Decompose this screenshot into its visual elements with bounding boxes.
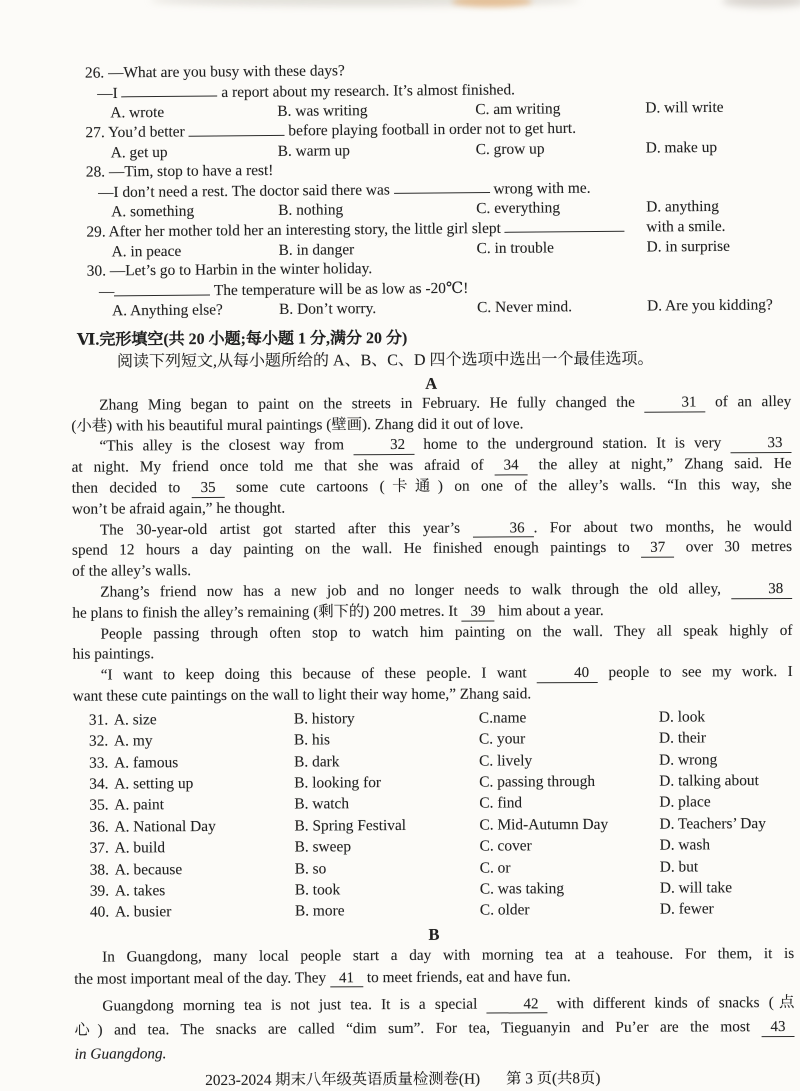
cloze-blank: 35: [192, 481, 225, 498]
cloze-33-a: A. famous: [114, 753, 179, 772]
cloze-blank: 42: [486, 997, 547, 1014]
question-29: [86, 216, 784, 262]
option-30-a: A. Anything else?: [112, 301, 223, 320]
cloze-35-a: A. paint: [114, 796, 164, 814]
cloze-34-a: A. setting up: [114, 775, 194, 793]
option-26-a: A. wrote: [110, 103, 165, 122]
cloze-32-d: D. their: [658, 729, 707, 747]
cloze-blank: 38: [731, 582, 792, 599]
cloze-34-b: B. looking for: [294, 774, 382, 792]
cloze-31-d: D. look: [658, 708, 706, 726]
cloze-33-d: D. wrong: [659, 750, 718, 769]
cloze-37-a: A. build: [114, 839, 166, 857]
question-26: [85, 57, 784, 123]
cloze-40-num: 40.: [89, 903, 110, 921]
passage-a-line: won’t be afraid again,” he thought.: [71, 499, 286, 518]
cloze-40-b: B. more: [294, 902, 345, 920]
question-26-line-1: 26. —What are you busy with these days?: [84, 62, 345, 82]
option-27-d: D. make up: [645, 138, 718, 157]
cloze-39-c: C. was taking: [479, 880, 565, 898]
passage-b-line: Guangdong morning tea is not just tea. It is a special 42 with different kinds of snacks (点: [102, 993, 795, 1015]
cloze-36-b: B. Spring Festival: [294, 816, 407, 835]
passage-a-line: then decided to 35 some cute cartoons (卡通) on one of the alley’s walls. “In this way, she: [71, 475, 792, 497]
cloze-40-d: D. fewer: [659, 900, 714, 918]
option-29-b: B. in danger: [278, 241, 355, 259]
question-28-line-1: 28. —Tim, stop to have a rest!: [85, 162, 274, 181]
passage-b-label: B: [428, 924, 440, 944]
cloze-section-header: [77, 326, 785, 373]
cloze-36-c: C. Mid-Autumn Day: [479, 815, 609, 834]
cloze-blank: 43: [761, 1020, 794, 1037]
passage-a-line: at night. My friend once told me that she was afraid of 34 the alley at night,” Zhang said. He: [71, 455, 792, 476]
option-26-b: B. was writing: [277, 101, 368, 120]
answer-blank: [121, 82, 217, 97]
passage-a-line: Zhang’s friend now has a new job and no longer needs to walk through the old alley, 38: [72, 579, 792, 604]
cloze-39-num: 39.: [89, 882, 110, 900]
option-27-c: C. grow up: [475, 140, 545, 158]
cloze-34-d: D. talking about: [659, 772, 759, 790]
cloze-36-d: D. Teachers’ Day: [659, 814, 766, 833]
cloze-blank: 31: [644, 395, 705, 412]
cloze-38-b: B. so: [294, 859, 327, 878]
option-29-d: D. in surprise: [646, 237, 731, 256]
cloze-39-d: D. will take: [659, 879, 733, 897]
passage-a-line: The 30-year-old artist got started after this year’s 36 . For about two months, he would: [99, 517, 792, 539]
answer-blank: [505, 217, 625, 233]
cloze-32-c: C. your: [478, 730, 526, 748]
cloze-33-c: C. lively: [479, 751, 533, 770]
cloze-32-b: B. his: [293, 731, 330, 749]
answer-blank: [114, 281, 210, 296]
option-29-c: C. in trouble: [476, 239, 555, 257]
question-28-line-2: —I don’t need a rest. The doctor said there was wrong with me.: [97, 179, 591, 201]
cloze-33-b: B. dark: [294, 752, 340, 771]
passage-a-line: he plans to finish the alley’s remaining (剩下的) 200 metres. It 39 him about a year.: [72, 601, 604, 622]
section-title: Ⅵ.完形填空(共 20 小题;每小题 1 分,满分 20 分): [76, 329, 408, 349]
cloze-37-c: C. cover: [479, 837, 532, 855]
passage-a-line: his paintings.: [72, 645, 155, 664]
question-26-line-2: —I a report about my research. It’s almost finished.: [97, 80, 516, 102]
option-30-c: C. Never mind.: [477, 298, 573, 317]
cloze-blank: 40: [537, 666, 598, 683]
passage-b: [74, 943, 795, 1068]
passage-b-line: in Guangdong.: [74, 1045, 167, 1064]
cloze-40-a: A. busier: [114, 903, 172, 921]
passage-a-line: (小巷) with his beautiful mural paintings (壁画). Zhang did it out of love.: [71, 414, 524, 435]
question-30-line-2: — The temperature will be as low as -20℃!: [98, 279, 469, 301]
answer-blank: [394, 179, 490, 194]
question-29-wrap-text: with a smile.: [646, 217, 726, 236]
passage-b-paragraph-1: [74, 943, 794, 991]
option-28-d: D. anything: [646, 197, 719, 216]
cloze-31-a: A. size: [113, 711, 157, 729]
cloze-39-b: B. took: [294, 881, 341, 899]
passage-a-line: “I want to keep doing this because of these people. I want 40 people to see my work. I: [100, 663, 793, 684]
cloze-35-b: B. watch: [294, 795, 350, 813]
cloze-38-num: 38.: [89, 861, 109, 879]
cloze-37-d: D. wash: [659, 836, 711, 854]
passage-a-line: of the alley’s walls.: [72, 562, 192, 580]
footer-exam-title: 2023-2024 期末八年级英语质量检测卷(H): [205, 1070, 481, 1089]
cloze-blank: 36: [473, 521, 534, 538]
cloze-blank: 34: [495, 459, 528, 476]
cloze-35-d: D. place: [659, 793, 711, 812]
cloze-38-a: A. because: [114, 860, 183, 879]
passage-b-line: 心) and tea. The snacks are called “dim sum”. For tea, Tieguanyin and Pu’er are the most 43: [74, 1015, 794, 1043]
passage-a-label: A: [425, 373, 438, 393]
cloze-38-c: C. or: [479, 858, 511, 877]
cloze-35-num: 35.: [89, 796, 109, 814]
footer-page-number: 第 3 页(共8页): [506, 1069, 601, 1088]
cloze-37-b: B. sweep: [294, 838, 352, 856]
question-30-line-1: 30. —Let’s go to Harbin in the winter holiday.: [86, 260, 373, 281]
passage-b-paragraph-2: [74, 991, 794, 1068]
passage-a-line: People passing through often stop to watch him painting on the wall. They all speak highly of: [100, 621, 793, 643]
cloze-blank: 41: [330, 971, 363, 988]
cloze-31-num: 31.: [88, 711, 109, 729]
section-instruction: 阅读下列短文,从每小题所给的 A、B、C、D 四个选项中选出一个最佳选项。: [116, 350, 654, 371]
answer-blank: [188, 121, 284, 136]
passage-a-line: want these cute paintings on the wall to light their way home,” Zhang said.: [72, 685, 532, 705]
cloze-row-40: [90, 898, 794, 923]
option-28-b: B. nothing: [278, 201, 344, 219]
cloze-blank: 33: [730, 436, 791, 453]
option-30-b: B. Don’t worry.: [279, 300, 377, 319]
cloze-options-table: [89, 706, 794, 924]
option-28-a: A. something: [111, 202, 195, 221]
passage-a-line: “This alley is the closest way from 32 home to the underground station. It is very 33: [71, 433, 791, 458]
option-26-d: D. will write: [645, 98, 724, 117]
question-29-text: 29. After her mother told her an interesting story, the little girl slept: [86, 219, 624, 241]
cloze-35-c: C. find: [479, 794, 523, 812]
option-26-c: C. am writing: [475, 100, 561, 118]
cloze-34-c: C. passing through: [479, 772, 596, 791]
cloze-31-b: B. history: [293, 710, 355, 728]
option-27-a: A. get up: [110, 143, 168, 162]
passage-a-line: Zhang Ming began to paint on the streets in February. He fully changed the 31 of an alley: [99, 392, 792, 414]
cloze-31-c: C.name: [478, 709, 527, 727]
cloze-blank: 37: [641, 541, 674, 558]
cloze-blank: 39: [461, 604, 494, 621]
cloze-36-a: A. National Day: [114, 817, 216, 836]
page-footer: [3, 1068, 800, 1091]
passage-a: [71, 392, 793, 708]
option-27-b: B. warm up: [277, 141, 351, 160]
cloze-32-num: 32.: [88, 732, 109, 750]
option-28-c: C. everything: [476, 199, 561, 218]
multiple-choice-section: [85, 57, 785, 321]
question-27-line-1: 27. You’d better before playing football in order not to get hurt.: [85, 120, 577, 142]
cloze-36-num: 36.: [89, 818, 109, 836]
passage-b-line: the most important meal of the day. They 41 to meet friends, eat and have fun.: [74, 967, 571, 988]
question-30: [87, 256, 786, 322]
cloze-blank: 32: [353, 438, 414, 455]
passage-a-line: spend 12 hours a day painting on the wall. He finished enough paintings to 37 over 30 metres: [71, 538, 793, 560]
cloze-40-c: C. older: [479, 901, 530, 919]
cloze-38-d: D. but: [659, 857, 699, 876]
option-30-d: D. Are you kidding?: [647, 296, 773, 315]
cloze-32-a: A. my: [113, 732, 153, 750]
cloze-34-num: 34.: [89, 775, 109, 793]
cloze-39-a: A. takes: [114, 882, 166, 900]
question-28: [86, 157, 785, 223]
cloze-37-num: 37.: [89, 839, 109, 857]
passage-b-line: In Guangdong, many local people start a day with morning tea at a teahouse. For them, it is: [102, 944, 795, 966]
cloze-33-num: 33.: [89, 754, 109, 772]
option-29-a: A. in peace: [111, 242, 182, 261]
question-27: [85, 117, 783, 163]
